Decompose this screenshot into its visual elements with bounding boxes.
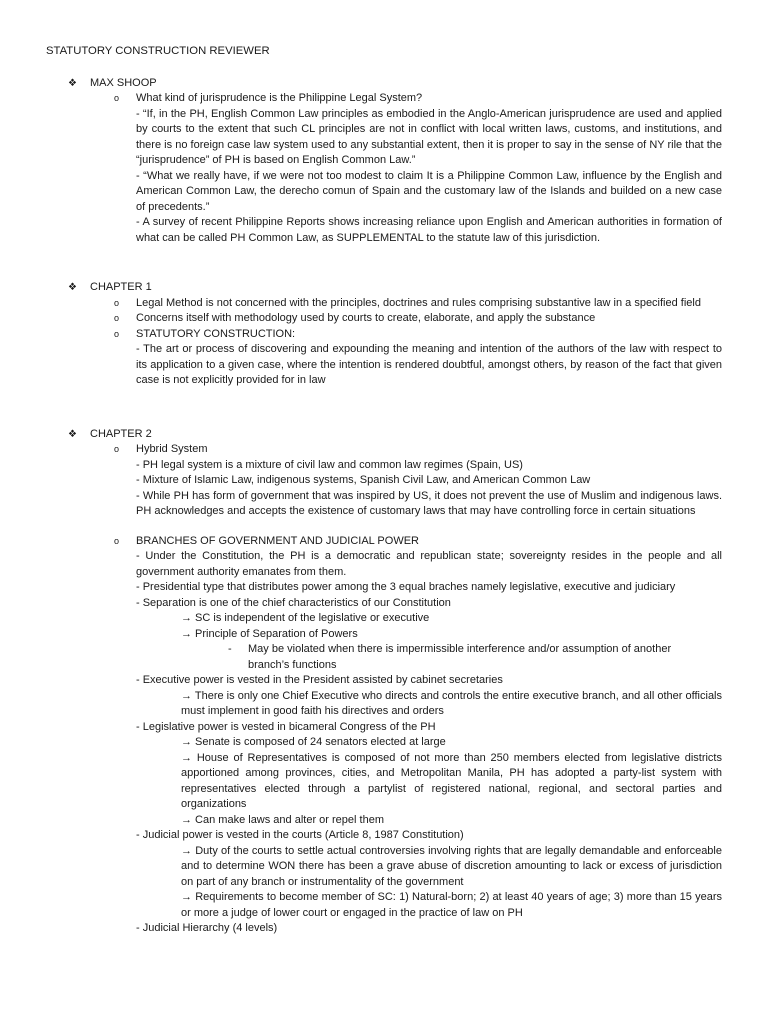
list-item-hybrid-system bbox=[114, 442, 722, 520]
list-item bbox=[114, 311, 722, 327]
dash-point-text: May be violated when there is impermissible interference and/or assumption of another branch’s functions bbox=[248, 643, 672, 671]
section-heading bbox=[68, 280, 768, 296]
diamond-bullet-icon: ❖ bbox=[68, 77, 77, 89]
arrow-point: → Duty of the courts to settle actual controversies involving rights that are legally demandable and enforceable and to determine WON there has been a grave abuse of discretion amounting to lack or excess of jurisdiction on part of any branch or instrumentality of the government bbox=[181, 844, 722, 888]
list-item-title: Legal Method is not concerned with the principles, doctrines and rules comprising substantive law in a specified field bbox=[136, 296, 701, 309]
dash-bullet: - bbox=[228, 643, 232, 655]
paragraph: - While PH has form of government that was inspired by US, it does not prevent the use of Muslim and indigenous laws. PH acknowledges and accepts the existence of customary laws that may have controlling force in certain situations bbox=[136, 489, 722, 517]
arrow-point: → SC is independent of the legislative or executive bbox=[181, 612, 430, 624]
section-heading bbox=[68, 427, 768, 443]
arrow-point: → Senate is composed of 24 senators elected at large bbox=[181, 736, 446, 748]
list-item bbox=[114, 327, 722, 389]
section-heading-label: CHAPTER 1 bbox=[90, 281, 152, 293]
paragraph: - Judicial Hierarchy (4 levels) bbox=[136, 922, 278, 934]
arrow-point: → Principle of Separation of Powers bbox=[181, 627, 358, 640]
paragraph: - “If, in the PH, English Common Law principles as embodied in the Anglo-American jurisprudence are used and applied by courts to the extent that such CL principles are not in conflict with local written laws, customs, and institutions, and there is no foreign case law system used to any substantial extent, then it is proper to say in the sense of NY rile that the “jurisprudence” of PH is based on English Common Law.” bbox=[136, 107, 722, 166]
section-heading-label: CHAPTER 2 bbox=[90, 427, 152, 440]
paragraph: - Separation is one of the chief characteristics of our Constitution bbox=[136, 596, 451, 609]
paragraph: - Presidential type that distributes power among the 3 equal braches namely legislative, executive and judiciary bbox=[136, 581, 676, 593]
section-heading bbox=[68, 76, 768, 92]
diamond-bullet-icon: ❖ bbox=[68, 428, 77, 440]
paragraph: - A survey of recent Philippine Reports shows increasing reliance upon English and American authorities in formation of what can be called PH Common Law, as SUPPLEMENTAL to the statute law of this jurisdiction. bbox=[136, 216, 722, 244]
diamond-bullet-icon: ❖ bbox=[68, 282, 77, 293]
document-title: STATUTORY CONSTRUCTION REVIEWER bbox=[46, 45, 270, 57]
section-max-shoop bbox=[0, 76, 768, 247]
list-item-title: Hybrid System bbox=[136, 443, 208, 455]
section-chapter-2 bbox=[0, 427, 768, 937]
paragraph: - The art or process of discovering and expounding the meaning and intention of the authors of the law with respect to its application to a given case, where the intention is rendered doubtful, amongst others, by reason of the fact that given case is not explicitly provided for in law bbox=[136, 343, 722, 386]
list-item-branches bbox=[114, 534, 722, 937]
spacer bbox=[0, 389, 768, 427]
list-item-title: STATUTORY CONSTRUCTION: bbox=[136, 327, 296, 340]
list-item-title: What kind of jurisprudence is the Philippine Legal System? bbox=[136, 92, 423, 104]
list-item-title: Concerns itself with methodology used by courts to create, elaborate, and apply the substance bbox=[136, 312, 596, 324]
paragraph: - Judicial power is vested in the courts (Article 8, 1987 Constitution) bbox=[136, 829, 464, 841]
arrow-point: → House of Representatives is composed of not more than 250 members elected from legislative districts apportioned among provinces, cities, and Metropolitan Manila, PH has adopted a party-list system with representatives elected through a partylist of registered national, regional, and sectoral parties and organizations bbox=[181, 751, 722, 810]
list-item bbox=[114, 296, 722, 312]
circle-bullet-icon: o bbox=[114, 313, 120, 323]
list-item-title: BRANCHES OF GOVERNMENT AND JUDICIAL POWER bbox=[136, 534, 419, 547]
circle-bullet-icon: o bbox=[114, 535, 120, 546]
section-heading-label: MAX SHOOP bbox=[90, 76, 157, 89]
paragraph: - PH legal system is a mixture of civil law and common law regimes (Spain, US) bbox=[136, 458, 523, 471]
arrow-point: → Can make laws and alter or repel them bbox=[181, 813, 384, 826]
spacer bbox=[0, 520, 768, 534]
circle-bullet-icon: o bbox=[114, 297, 120, 308]
section-chapter-1 bbox=[0, 280, 768, 389]
spacer bbox=[0, 246, 768, 280]
paragraph: - Legislative power is vested in bicameral Congress of the PH bbox=[136, 720, 436, 733]
arrow-point: → There is only one Chief Executive who directs and controls the entire executive branch, and all other officials must implement in good faith his directives and orders bbox=[181, 689, 722, 717]
paragraph: - “What we really have, if we were not too modest to claim It is a Philippine Common Law, influence by the English and American Common Law, the derecho comun of Spain and the customary law of the Islands and builded on a new case of precedents.” bbox=[136, 169, 722, 213]
circle-bullet-icon: o bbox=[114, 93, 120, 103]
circle-bullet-icon: o bbox=[114, 444, 120, 454]
list-item bbox=[114, 91, 722, 246]
paragraph: - Under the Constitution, the PH is a democratic and republican state; sovereignty resides in the people and all government authority emanates from them. bbox=[136, 550, 722, 578]
dash-point bbox=[228, 642, 686, 673]
circle-bullet-icon: o bbox=[114, 328, 120, 339]
paragraph: - Executive power is vested in the President assisted by cabinet secretaries bbox=[136, 674, 503, 686]
paragraph: - Mixture of Islamic Law, indigenous systems, Spanish Civil Law, and American Common Law bbox=[136, 474, 591, 486]
arrow-point: → Requirements to become member of SC: 1) Natural-born; 2) at least 40 years of age; 3) more than 15 years or more a judge of lower court or engaged in the practice of law on PH bbox=[181, 891, 722, 919]
